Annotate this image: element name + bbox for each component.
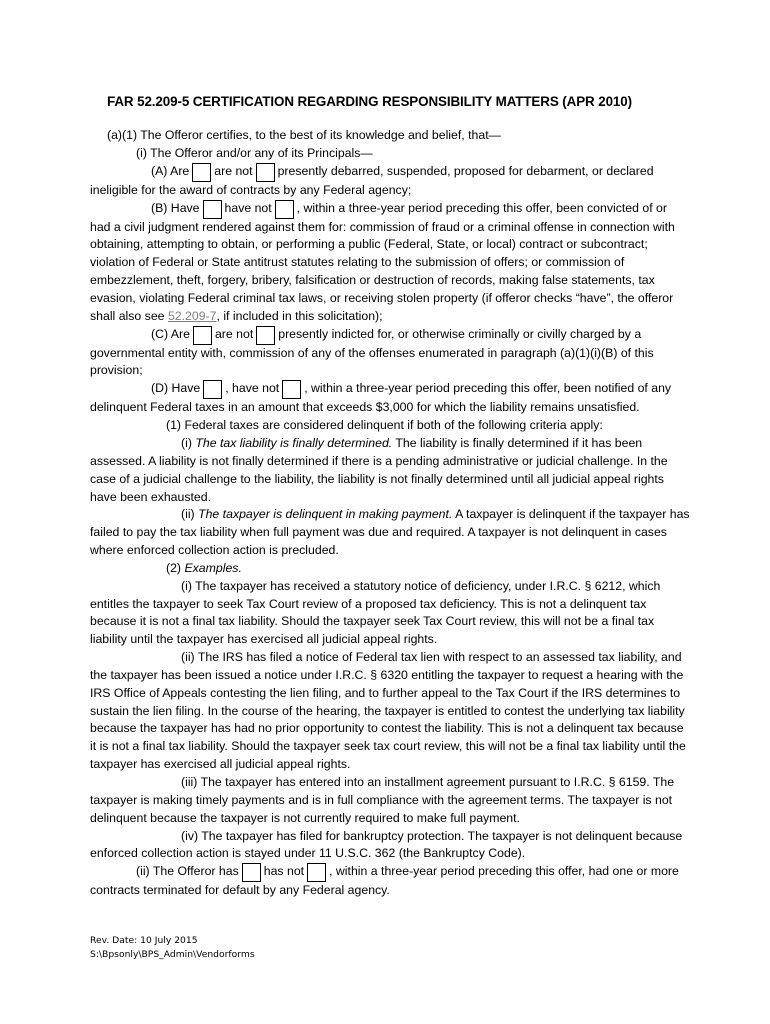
A-are-checkbox[interactable]	[192, 163, 211, 182]
ii-text: , within a three-year period preceding this offer, had one or more contracts terminated for default by any Federal agency.	[90, 864, 679, 898]
paragraph-d1-i	[90, 435, 690, 506]
page-title: FAR 52.209-5 CERTIFICATION REGARDING RESPONSIBILITY MATTERS (APR 2010)	[107, 94, 632, 109]
example-iv-text: (iv) The taxpayer has filed for bankruptcy protection. The taxpayer is not delinquent because enforced collection action is stayed under 11 U.S.C. 362 (the Bankruptcy Code).	[90, 828, 683, 861]
C-are-not-checkbox[interactable]	[256, 326, 275, 345]
example-ii-text: (ii) The IRS has filed a notice of Federal tax lien with respect to an assessed tax liability, and the taxpayer has been issued a notice under I.R.C. § 6320 entitling the taxpayer to request a hearing with the IRS Office of Appeals contesting the lien filing, and to further appeal to the Tax Court if the IRS determines to sustain the lien filing. In the course of the hearing, the taxpayer is entitled to contest the underlying tax liability because the taxpayer has had no prior opportunity to contest the liability. This is not a delinquent tax because it is not a final tax liability. Should the taxpayer seek tax court review, this will not be a final tax liability until the taxpayer has exercised all judicial appeal rights.	[90, 650, 686, 772]
paragraph-i	[90, 145, 690, 163]
A-are-not-checkbox[interactable]	[256, 163, 275, 182]
d1-i-text: The liability is finally determined if it has been assessed. A liability is not finally determined if there is a pending administrative or judicial challenge. In the case of a judicial challenge to the liability, the liability is not finally determined until all judicial appeal rights have been exhausted.	[90, 435, 668, 504]
far-52-209-7-link[interactable]: 52.209-7	[167, 308, 217, 323]
paragraph-d1	[90, 417, 690, 435]
paragraph-C	[90, 326, 690, 381]
footer	[90, 934, 255, 962]
example-i	[90, 578, 690, 649]
D-prefix: (D) Have	[151, 381, 201, 396]
example-iii-text: (iii) The taxpayer has entered into an installment agreement pursuant to I.R.C. § 6159. The taxpayer is making timely payments and is in full compliance with the agreement terms. The taxpayer is not delinquent because the taxpayer is not currently required to make full payment.	[90, 775, 675, 825]
example-ii	[90, 649, 690, 774]
revision-date: Rev. Date: 10 July 2015	[90, 935, 198, 946]
a1-intro-text: (a)(1) The Offeror certifies, to the best of its knowledge and belief, that—	[107, 128, 501, 142]
C-are-checkbox[interactable]	[193, 326, 212, 345]
d1-text: (1) Federal taxes are considered delinquent if both of the following criteria apply:	[166, 418, 603, 433]
d2-label: (2)	[166, 560, 182, 575]
d1-i-label: (i)	[181, 435, 192, 450]
B-have-checkbox[interactable]	[203, 200, 222, 219]
example-i-text: (i) The taxpayer has received a statutory notice of deficiency, under I.R.C. § 6212, which entitles the taxpayer to seek Tax Court review of a proposed tax deficiency. This is not a delinquent tax because it is not a final tax liability. Should the taxpayer seek Tax Court review, this will not be a final tax liability until the taxpayer has exercised all judicial appeal rights.	[90, 578, 661, 647]
B-have-not-checkbox[interactable]	[275, 200, 294, 219]
paragraph-a1	[90, 127, 690, 145]
d2-heading: Examples.	[184, 560, 242, 575]
d1-ii-heading: The taxpayer is delinquent in making payment.	[198, 507, 453, 522]
D-have-not-checkbox[interactable]	[282, 380, 301, 399]
example-iii	[90, 774, 690, 828]
i-intro-text: (i) The Offeror and/or any of its Principals—	[136, 145, 373, 160]
d1-ii-label: (ii)	[181, 507, 195, 522]
B-text: , within a three-year period preceding this offer, been convicted of or had a civil judgment rendered against them for: commission of fraud or a criminal offense in connection with obtaining, attempting to obtain, or performing a public (Federal, State, or local) contract or subcontract; violation of Federal or State antitrust statutes relating to the submission of offers; or commission of embezzlement, theft, forgery, bribery, falsification or destruction of records, making false statements, tax evasion, violating Federal criminal tax laws, or receiving stolen property (if offeror checks “have”, the offeror shall also see	[90, 200, 675, 323]
ii-has-not-checkbox[interactable]	[307, 863, 326, 882]
C-text: presently indicted for, or otherwise criminally or civilly charged by a governmental entity with, commission of any of the offenses enumerated in paragraph (a)(1)(i)(B) of this provision;	[90, 326, 654, 378]
paragraph-B	[90, 200, 690, 326]
paragraph-d2	[90, 560, 690, 578]
B-text-end: , if included in this solicitation);	[216, 308, 383, 323]
C-prefix: (C) Are	[151, 326, 190, 341]
ii-prefix: (ii) The Offeror has	[136, 864, 239, 879]
B-mid: have not	[224, 200, 272, 215]
d1-ii-text: A taxpayer is delinquent if the taxpayer has failed to pay the tax liability when full payment was due and required. A taxpayer is not delinquent in cases where enforced collection action is precluded.	[90, 507, 690, 558]
A-mid: are not	[214, 163, 253, 178]
D-have-checkbox[interactable]	[203, 380, 222, 399]
file-path: S:\Bpsonly\BPS_Admin\Vendorforms	[90, 949, 255, 960]
A-text: presently debarred, suspended, proposed for debarment, or declared ineligible for the award of contracts by any Federal agency;	[90, 163, 654, 197]
ii-mid: has not	[263, 864, 305, 879]
example-iv	[90, 828, 690, 864]
D-mid: , have not	[225, 381, 280, 396]
C-mid: are not	[214, 326, 254, 341]
paragraph-A	[90, 163, 690, 200]
certification-body	[90, 127, 690, 900]
paragraph-d1-ii	[90, 506, 690, 560]
d1-i-heading: The tax liability is finally determined.	[195, 435, 393, 450]
D-text: , within a three-year period preceding this offer, been notified of any delinquent Federal taxes in an amount that exceeds $3,000 for which the liability remains unsatisfied.	[90, 381, 672, 415]
B-prefix: (B) Have	[151, 200, 200, 215]
paragraph-ii	[90, 863, 690, 900]
paragraph-D	[90, 380, 690, 417]
A-prefix: (A) Are	[151, 163, 190, 178]
ii-has-checkbox[interactable]	[242, 863, 261, 882]
